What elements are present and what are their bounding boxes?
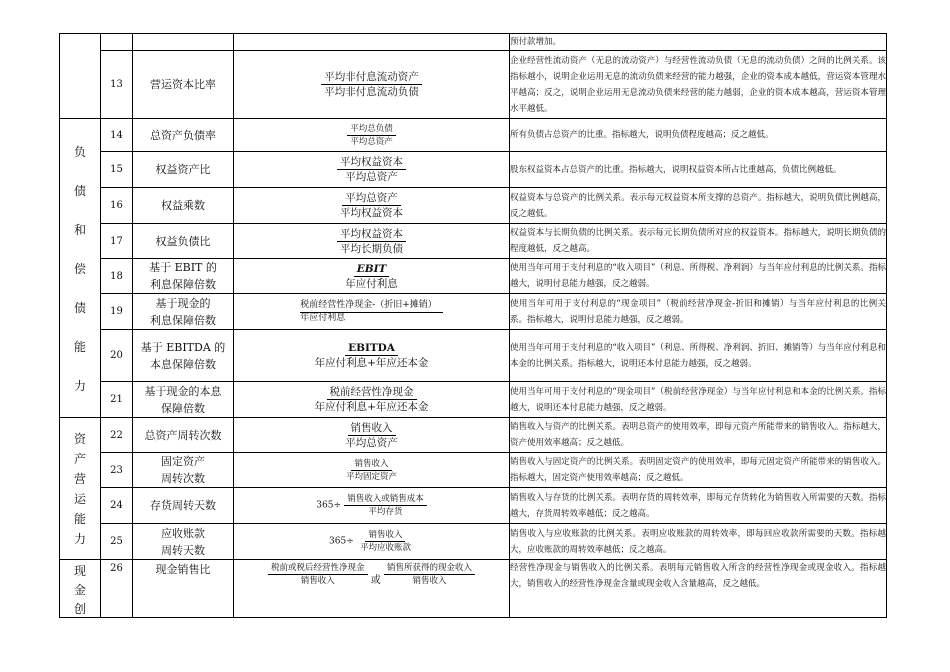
category-char: 债 xyxy=(73,300,86,315)
category-cash-creation xyxy=(60,560,101,618)
formula-denominator: 销售收入 xyxy=(300,576,335,586)
fraction xyxy=(384,563,475,586)
table-row xyxy=(60,560,887,618)
formula-denominator: 平均总资产 xyxy=(345,436,398,449)
table-row xyxy=(60,453,887,488)
row-number: 23 xyxy=(101,453,133,488)
ratio-formula xyxy=(234,453,510,488)
formula-prefix: 365÷ xyxy=(316,500,342,511)
row-number: 17 xyxy=(101,224,133,259)
table-row xyxy=(60,330,887,382)
category-char: 力 xyxy=(73,532,86,546)
category-char: 能 xyxy=(73,512,86,526)
formula-numerator: EBIT xyxy=(354,263,390,277)
ratio-description: 销售收入与资产的比例关系。表明总资产的使用效率，即每元资产所能带来的销售收入。指标越大，资产使用效率越高；反之越低。 xyxy=(510,418,887,453)
ratio-name-line1: 基于 EBITDA 的 xyxy=(140,340,226,354)
row-number: 25 xyxy=(101,524,133,560)
row-number: 22 xyxy=(101,418,133,453)
fraction xyxy=(347,124,396,147)
ratio-name: 现金销售比 xyxy=(133,560,234,618)
fraction xyxy=(312,386,432,413)
ratio-description: 使用当年可用于支付利息的“收入项目”（利息、所得税、净利润、折旧、摊销等）与当年应付利息和本金的比例关系。指标越大，说明还本付息能力越强，反之越弱。 xyxy=(510,330,887,382)
formula-denominator: 平均长期负债 xyxy=(340,242,403,255)
table-row xyxy=(60,524,887,560)
row-number: 16 xyxy=(101,188,133,224)
fraction xyxy=(357,530,414,553)
ratio-description: 权益资本与总资产的比例关系。表示每元权益资本所支撑的总资产。指标越大，说明负债比例越高，反之越低。 xyxy=(510,188,887,224)
fraction xyxy=(300,300,443,324)
formula-numerator: 平均非付息流动资产 xyxy=(321,71,422,85)
fraction xyxy=(342,263,401,290)
row-number xyxy=(101,34,133,51)
formula-numerator: 平均权益资本 xyxy=(337,228,406,242)
fraction xyxy=(344,494,427,517)
row-number: 26 xyxy=(101,560,133,618)
ratio-name: 权益乘数 xyxy=(133,188,234,224)
formula-numerator: 销售所获得的现金收入 xyxy=(384,563,475,575)
ratio-formula xyxy=(234,34,510,51)
ratio-description: 股东权益资本占总资产的比重。指标越大，说明权益资本所占比重越高，负债比例越低。 xyxy=(510,152,887,188)
ratio-name xyxy=(133,524,234,560)
ratio-description: 经营性净现金与销售收入的比例关系。表明每元销售收入所含的经营性净现金或现金收入。指标越大，销售收入的经营性净现金含量或现金收入含量越高，反之越低。 xyxy=(510,560,887,618)
ratio-name: 权益资产比 xyxy=(133,152,234,188)
ratio-name xyxy=(133,259,234,294)
row-number: 20 xyxy=(101,330,133,382)
formula-denominator: 平均非付息流动负债 xyxy=(324,86,419,98)
ratio-description: 企业经营性流动资产（无息的流动资产）与经营性流动负债（无息的流动负债）之间的比例关系。该指标越小，说明企业运用无息的流动负债来经营的能力越强，企业的资本成本越低，营运资本管理水平越高；反之，说明企业运用无息流动负债来经营的能力越弱，企业的资本成本越高，营运资本管理水平越低。 xyxy=(510,51,887,119)
financial-ratio-table xyxy=(59,33,887,618)
ratio-description: 使用当年可用于支付利息的“现金项目”（税前经营净现金-折旧和摊销）与当年应付利息的比例关系。指标越大，说明付息能力越强，反之越弱。 xyxy=(510,294,887,330)
ratio-formula xyxy=(234,560,510,618)
category-asset-operation xyxy=(60,418,101,560)
ratio-formula xyxy=(234,382,510,418)
ratio-description: 销售收入与固定资产的比例关系。表明固定资产的使用效率，即每元固定资产所能带来的销售收入。指标越大，固定资产使用效率越高；反之越低。 xyxy=(510,453,887,488)
category-char: 力 xyxy=(73,378,86,393)
formula-denominator: 年应付利息+年应还本金 xyxy=(314,357,429,369)
ratio-name-line1: 应收账款 xyxy=(161,526,205,540)
ratio-name-line2: 本息保障倍数 xyxy=(150,357,216,371)
category-char: 产 xyxy=(73,452,86,466)
row-number: 24 xyxy=(101,488,133,524)
formula-denominator: 年应付利息 xyxy=(300,313,346,323)
ratio-formula xyxy=(234,418,510,453)
category-char: 债 xyxy=(73,183,86,198)
ratio-name xyxy=(133,294,234,330)
fraction xyxy=(342,422,401,449)
category-char: 营 xyxy=(73,472,86,486)
formula-denominator: 平均存货 xyxy=(368,507,403,517)
ratio-formula xyxy=(234,524,510,560)
fraction xyxy=(343,459,400,482)
table-row xyxy=(60,382,887,418)
ratio-formula xyxy=(234,488,510,524)
ratio-description: 权益资本与长期负债的比例关系。表示每元长期负债所对应的权益资本。指标越大，说明长期负债的程度越低，反之越高。 xyxy=(510,224,887,259)
ratio-name xyxy=(133,330,234,382)
formula-numerator: 平均总资产 xyxy=(342,192,401,206)
table-row xyxy=(60,488,887,524)
ratio-name-line2: 利息保障倍数 xyxy=(150,278,216,291)
formula-numerator: 销售收入或销售成本 xyxy=(344,494,427,506)
category-char: 资 xyxy=(73,432,86,446)
ratio-formula xyxy=(234,152,510,188)
category-cell-continued xyxy=(60,34,101,119)
row-number: 21 xyxy=(101,382,133,418)
table-row xyxy=(60,51,887,119)
formula-denominator: 平均权益资本 xyxy=(340,207,403,219)
ratio-name-line1: 固定资产 xyxy=(161,455,205,468)
formula-denominator: 平均总资产 xyxy=(345,171,398,183)
ratio-name-line1: 基于现金的 xyxy=(155,296,211,310)
ratio-description: 销售收入与存货的比例关系。表明存货的周转效率，即每元存货转化为销售收入所需要的天数。指标越大，存货周转效率越低；反之越高。 xyxy=(510,488,887,524)
ratio-description: 所有负债占总资产的比重。指标越大，说明负债程度越高；反之越低。 xyxy=(510,119,887,152)
formula-numerator: 销售收入 xyxy=(351,459,391,471)
ratio-name: 营运资本比率 xyxy=(133,51,234,119)
ratio-name: 总资产周转次数 xyxy=(133,418,234,453)
ratio-name-line2: 周转次数 xyxy=(161,472,205,485)
fraction xyxy=(321,71,422,98)
ratio-name-line2: 利息保障倍数 xyxy=(150,313,216,327)
table-row xyxy=(60,294,887,330)
ratio-formula xyxy=(234,51,510,119)
ratio-name-line2: 保障倍数 xyxy=(161,401,205,415)
ratio-name xyxy=(133,453,234,488)
ratio-name: 权益负债比 xyxy=(133,224,234,259)
category-debt-solvency xyxy=(60,119,101,418)
table-row xyxy=(60,259,887,294)
category-char: 偿 xyxy=(73,261,86,276)
fraction xyxy=(337,156,406,183)
ratio-name-line1: 基于现金的本息 xyxy=(144,384,222,398)
formula-denominator: 年应付利息+年应还本金 xyxy=(314,401,429,413)
formula-prefix: 365÷ xyxy=(329,536,354,547)
fraction xyxy=(268,563,368,586)
table-row xyxy=(60,224,887,259)
ratio-name: 总资产负债率 xyxy=(133,119,234,152)
table-row xyxy=(60,188,887,224)
table-row xyxy=(60,418,887,453)
category-char: 金 xyxy=(73,583,86,597)
formula-numerator: 平均总负债 xyxy=(347,124,396,136)
row-number: 19 xyxy=(101,294,133,330)
ratio-name xyxy=(133,34,234,51)
fraction xyxy=(337,192,406,219)
fraction xyxy=(312,342,432,369)
fraction xyxy=(337,228,406,255)
formula-numerator: 平均权益资本 xyxy=(337,156,406,170)
formula-denominator: 平均总资产 xyxy=(350,136,393,147)
category-char: 现 xyxy=(73,564,86,578)
category-char: 负 xyxy=(73,144,86,159)
formula-numerator: 销售收入 xyxy=(365,530,405,542)
ratio-description: 使用当年可用于支付利息的“现金项目”（税前经营净现金）与当年应付利息和本金的比例关系。指标越大，说明还本付息能力越强，反之越弱。 xyxy=(510,382,887,418)
formula-numerator: 税前经营性净现金-（折旧+摊销） xyxy=(300,300,443,313)
table-row xyxy=(60,34,887,51)
formula-numerator: 税前或税后经营性净现金 xyxy=(268,563,368,575)
row-number: 13 xyxy=(101,51,133,119)
category-char: 和 xyxy=(73,222,86,237)
formula-numerator: 销售收入 xyxy=(348,422,396,436)
ratio-formula xyxy=(234,188,510,224)
category-char: 创 xyxy=(73,602,86,616)
ratio-name: 存货周转天数 xyxy=(133,488,234,524)
category-char: 能 xyxy=(73,339,86,354)
category-char: 运 xyxy=(73,492,86,506)
formula-denominator: 平均固定资产 xyxy=(345,471,397,482)
ratio-description: 使用当年可用于支付利息的“收入项目”（利息、所得税、净利润）与当年应付利息的比例关系。指标越大，说明付息能力越强，反之越弱。 xyxy=(510,259,887,294)
ratio-name-line2: 周转天数 xyxy=(161,543,205,557)
row-number: 14 xyxy=(101,119,133,152)
ratio-description: 预付款增加。 xyxy=(510,34,887,51)
formula-or: 或 xyxy=(370,575,381,586)
formula-numerator: 税前经营性净现金 xyxy=(327,386,417,400)
table-row xyxy=(60,152,887,188)
ratio-description: 销售收入与应收账款的比例关系。表明应收账款的周转效率，即每回应收款所需要的天数。指标越大，应收账款的周转效率越低；反之越高。 xyxy=(510,524,887,560)
ratio-formula xyxy=(234,294,510,330)
table-row xyxy=(60,119,887,152)
ratio-formula xyxy=(234,119,510,152)
formula-denominator: 平均应收账款 xyxy=(359,543,411,553)
ratio-formula xyxy=(234,330,510,382)
ratio-name xyxy=(133,382,234,418)
ratio-formula xyxy=(234,224,510,259)
row-number: 18 xyxy=(101,259,133,294)
formula-denominator: 销售收入 xyxy=(412,576,447,586)
row-number: 15 xyxy=(101,152,133,188)
formula-denominator: 年应付利息 xyxy=(345,277,398,290)
ratio-formula xyxy=(234,259,510,294)
ratio-name-line1: 基于 EBIT 的 xyxy=(149,261,217,274)
formula-numerator: EBITDA xyxy=(345,342,398,356)
